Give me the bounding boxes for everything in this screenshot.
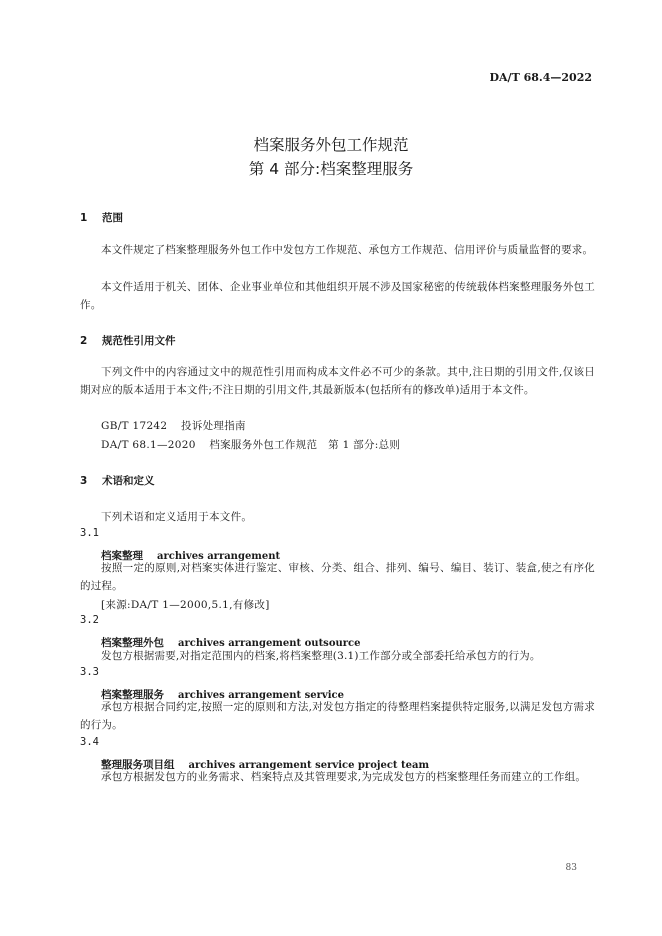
section-title: 规范性引用文件 — [102, 335, 176, 347]
term-definition: 发包方根据需要,对指定范围内的档案,将档案整理(3.1)工作部分或全部委托给承包方的行为。 — [101, 650, 541, 662]
term-english: archives arrangement service project team — [188, 760, 430, 771]
reference-item — [101, 437, 400, 452]
term-english: archives arrangement service — [178, 690, 344, 701]
term-definition: 承包方根据合同约定,按照一定的原则和方法,对发包方指定的待整理档案提供特定服务,以满足发包方需求的行为。 — [80, 701, 595, 731]
reference-title: 投诉处理指南 — [181, 420, 246, 432]
reference-code: DA/T 68.1—2020 — [101, 439, 196, 451]
term-chinese: 档案整理服务 — [101, 689, 164, 701]
term-definition: 承包方根据发包方的业务需求、档案特点及其管理要求,为完成发包方的档案整理任务而建立的工作组。 — [101, 771, 587, 783]
section-number: 2 — [80, 335, 88, 347]
paragraph: 本文件规定了档案整理服务外包工作中发包方工作规范、承包方工作规范、信用评价与质量监督的要求。 — [101, 244, 594, 256]
term-english: archives arrangement outsource — [178, 638, 361, 649]
term-source-note: [来源:DA/T 1—2000,5.1,有修改] — [101, 599, 270, 611]
term-number: 3.4 — [80, 736, 99, 748]
term-chinese: 整理服务项目组 — [101, 759, 175, 771]
term-number: 3.3 — [80, 666, 99, 678]
term-chinese: 档案整理外包 — [101, 637, 164, 649]
section-number: 3 — [80, 475, 88, 487]
term-chinese: 档案整理 — [101, 550, 143, 562]
term-definition: 按照一定的原则,对档案实体进行鉴定、审核、分类、组合、排列、编号、编目、装订、装盒,使之有序化的过程。 — [80, 562, 595, 592]
document-title: 档案服务外包工作规范 — [253, 136, 409, 154]
reference-title: 档案服务外包工作规范 第 1 部分:总则 — [209, 439, 401, 451]
section-intro: 下列术语和定义适用于本文件。 — [101, 511, 253, 523]
section-2-heading — [80, 333, 176, 348]
standard-code: DA/T 68.4—2022 — [489, 71, 592, 84]
term-number: 3.2 — [80, 614, 99, 626]
section-number: 1 — [80, 212, 88, 224]
section-3-heading — [80, 473, 155, 488]
section-title: 范围 — [102, 212, 123, 224]
paragraph: 本文件适用于机关、团体、企业事业单位和其他组织开展不涉及国家秘密的传统载体档案整理服务外包工作。 — [80, 281, 595, 311]
reference-code: GB/T 17242 — [101, 420, 168, 432]
term-number: 3.1 — [80, 527, 99, 539]
reference-item — [101, 418, 246, 433]
paragraph: 下列文件中的内容通过文中的规范性引用而构成本文件必不可少的条款。其中,注日期的引用文件,仅该日期对应的版本适用于本文件;不注日期的引用文件,其最新版本(包括所有的修改单)适用于本文件。 — [80, 366, 595, 396]
section-1-heading — [80, 210, 123, 225]
term-english: archives arrangement — [157, 551, 281, 562]
page-number: 83 — [565, 863, 577, 873]
section-title: 术语和定义 — [102, 475, 155, 487]
document-subtitle: 第 4 部分:档案整理服务 — [248, 160, 414, 178]
